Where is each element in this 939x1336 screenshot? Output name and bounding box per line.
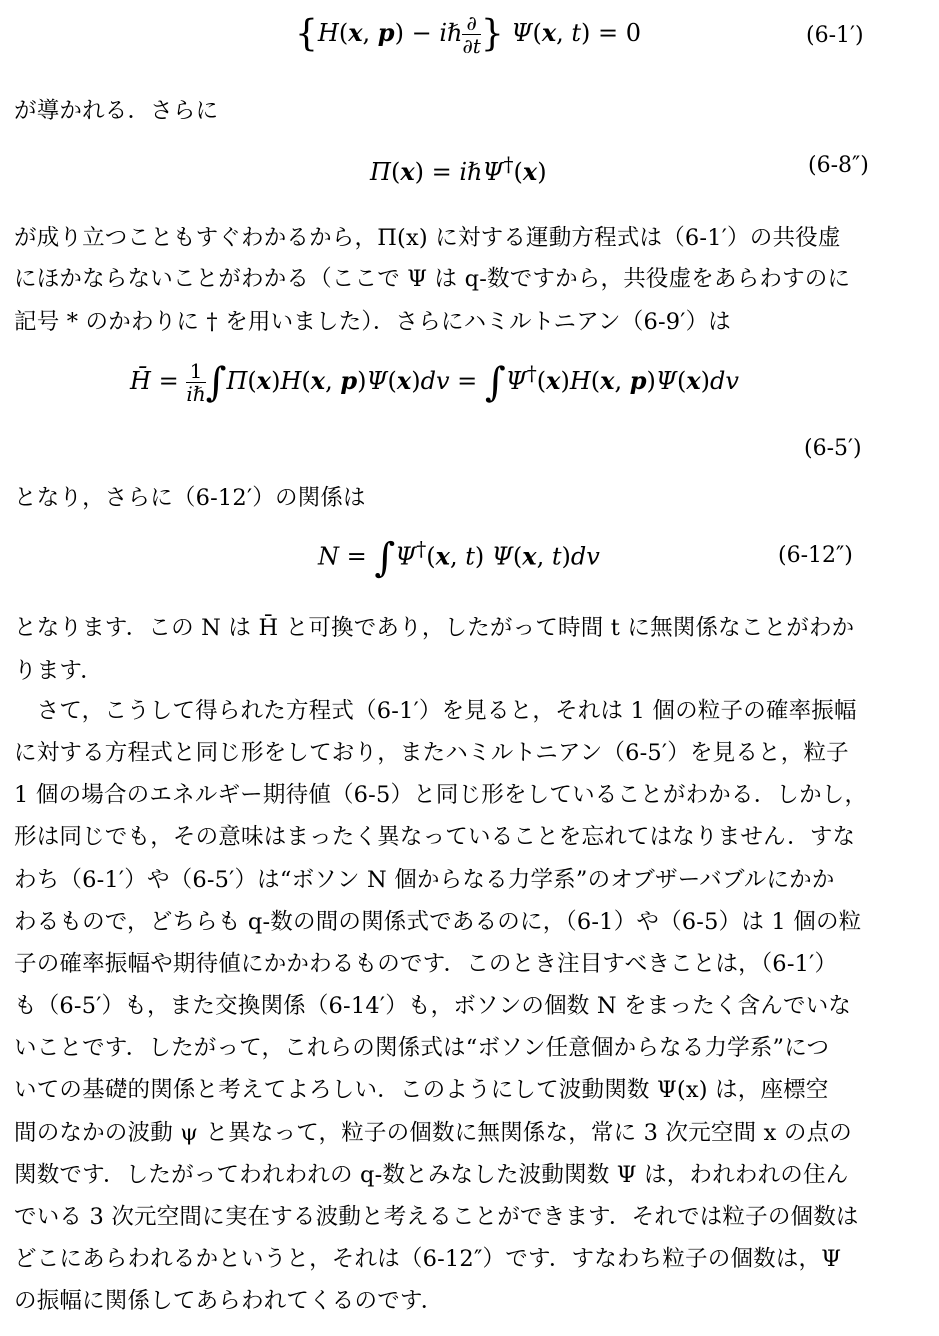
text-line-22: の振幅に関係してあらわれてくるのです． <box>14 1288 444 1314</box>
text-line-6: となります．この N は H̄ と可換であり，したがって時間 t に無関係なことがわか <box>14 615 855 641</box>
equation-6-1-prime: {H(x, p) − iℏ $\frac{\partial}{\partial t}$ } Ψ(x, t) = 0 <box>295 11 642 58</box>
text-line-3: にほかならないことがわかる（ここで Ψ は q-数ですから，共役虚をあらわすのに <box>14 266 851 292</box>
text-line-10: 1 個の場合のエネルギー期待値（6-5）と同じ形をしていることがわかる．しかし， <box>14 782 868 808</box>
text-line-5: となり，さらに（6-12′）の関係は <box>14 485 366 511</box>
text-line-7: ります． <box>14 658 104 684</box>
text-line-17: いての基礎的関係と考えてよろしい．このようにして波動関数 Ψ(x) は，座標空 <box>14 1077 829 1103</box>
text-line-18: 間のなかの波動 ψ と異なって，粒子の個数に無関係な，常に 3 次元空間 x の点の <box>14 1120 853 1146</box>
text-line-20: でいる 3 次元空間に実在する波動と考えることができます．それでは粒子の個数は <box>14 1204 859 1230</box>
text-line-16: いことです．したがって，これらの関係式は“ボソン任意個からなる力学系”につ <box>14 1035 830 1061</box>
text-line-19: 関数です．したがってわれわれの q-数とみなした波動関数 Ψ は，われわれの住ん <box>14 1162 849 1188</box>
text-line-8: さて，こうして得られた方程式（6-1′）を見ると，それは 1 個の粒子の確率振幅 <box>14 698 857 724</box>
text-line-9: に対する方程式と同じ形をしており，またハミルトニアン（6-5′）を見ると，粒子 <box>14 740 849 766</box>
text-line-21: どこにあらわれるかというと，それは（6-12″）です．すなわち粒子の個数は，Ψ <box>14 1246 842 1272</box>
text-line-13: わるもので，どちらも q-数の間の関係式であるのに，（6-1）や（6-5）は 1 個の粒 <box>14 909 862 935</box>
text-line-1: が導かれる．さらに <box>14 98 219 124</box>
equation-number-1: (6-1′) <box>806 23 864 48</box>
equation-number-4: (6-12″) <box>778 543 853 568</box>
text-line-15: も（6-5′）も，また交換関係（6-14′）も，ボソンの個数 N をまったく含んでいな <box>14 993 852 1019</box>
text-line-4: 記号 * のかわりに † を用いました）．さらにハミルトニアン（6-9′）は <box>14 309 732 335</box>
equation-6-8-double-prime: Π(x) = iℏΨ†(x) <box>370 152 547 186</box>
equation-6-5-prime: H̄ = $\frac{1}{\text{iℏ}}$ ∫Π(x)H(x, p)Ψ(x)dv = ∫Ψ†(x)H(x, p)Ψ(x)dv <box>130 359 739 406</box>
text-line-2: が成り立つこともすぐわかるから，Π(x) に対する運動方程式は（6-1′）の共役虚 <box>14 225 841 251</box>
text-line-11: 形は同じでも，その意味はまったく異なっていることを忘れてはなりません．すな <box>14 824 856 850</box>
equation-number-2: (6-8″) <box>808 153 869 178</box>
text-line-14: 子の確率振幅や期待値にかかわるものです．このとき注目すべきことは，（6-1′） <box>14 951 838 977</box>
equation-number-3: (6-5′) <box>804 436 862 461</box>
text-line-12: わち（6-1′）や（6-5′）は“ボソン N 個からなる力学系”のオブザーバブルにかか <box>14 867 835 893</box>
equation-6-12-double-prime: N = ∫Ψ†(x, t) Ψ(x, t)dv <box>318 535 600 581</box>
